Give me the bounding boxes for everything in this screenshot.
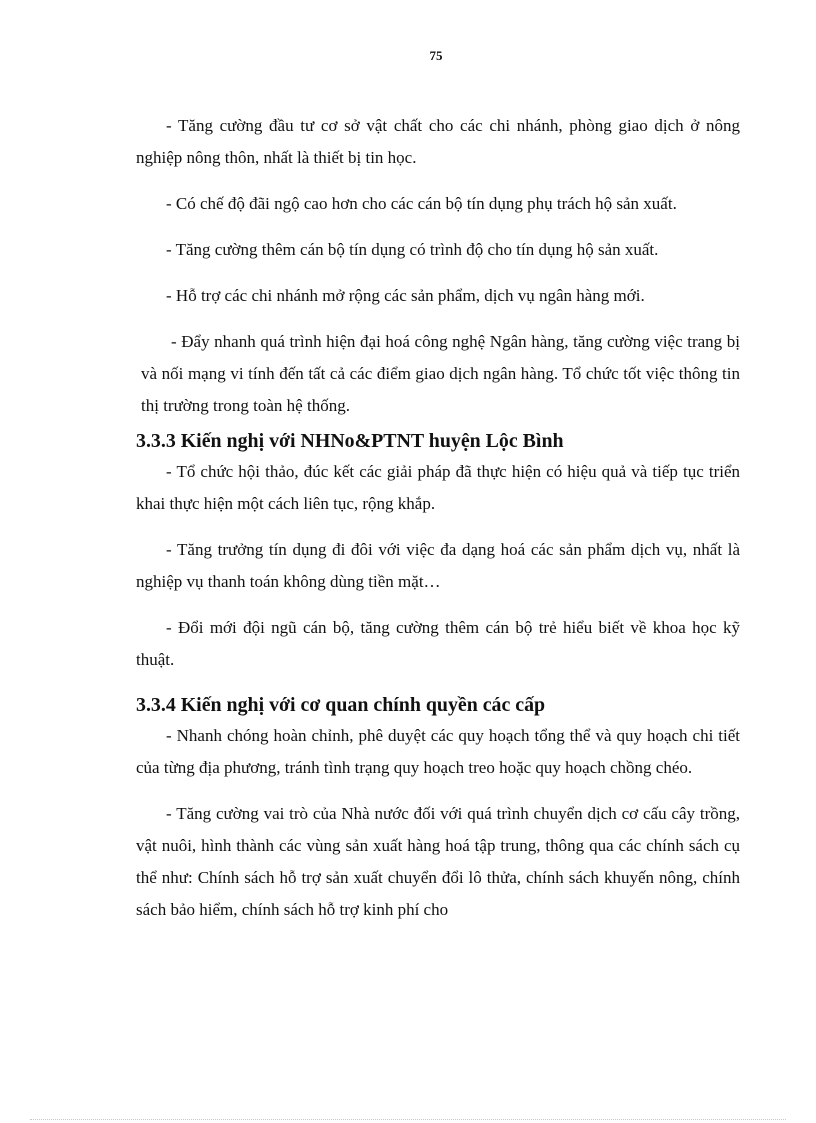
section-heading-3-3-3: 3.3.3 Kiến nghị với NHNo&PTNT huyện Lộc Bình (136, 430, 564, 452)
paragraph-staff-renewal: - Đổi mới đội ngũ cán bộ, tăng cường thêm cán bộ trẻ hiểu biết về khoa học kỹ thuật. (136, 618, 740, 669)
paragraph-modernization: - Đẩy nhanh quá trình hiện đại hoá công nghệ Ngân hàng, tăng cường việc trang bị và nối mạng vi tính đến tất cả các điểm giao dịch ngân hàng. Tổ chức tốt việc thông tin thị trường trong toàn hệ thống. (141, 332, 740, 415)
page-number: 75 (429, 48, 443, 63)
document-body (136, 110, 740, 940)
paragraph-credit-growth: - Tăng trưởng tín dụng đi đôi với việc đa dạng hoá các sản phẩm dịch vụ, nhất là nghiệp vụ thanh toán không dùng tiền mặt… (136, 540, 740, 591)
paragraph-staff-benefits: - Có chế độ đãi ngộ cao hơn cho các cán bộ tín dụng phụ trách hộ sản xuất. (166, 194, 677, 213)
page-bottom-rule (30, 1119, 786, 1120)
paragraph-infrastructure: - Tăng cường đầu tư cơ sở vật chất cho các chi nhánh, phòng giao dịch ở nông nghiệp nông thôn, nhất là thiết bị tin học. (136, 116, 740, 167)
paragraph-workshops: - Tổ chức hội thảo, đúc kết các giải pháp đã thực hiện có hiệu quả và tiếp tục triển khai thực hiện một cách liên tục, rộng khắp. (136, 462, 740, 513)
paragraph-qualified-staff: - Tăng cường thêm cán bộ tín dụng có trình độ cho tín dụng hộ sản xuất. (166, 240, 659, 259)
paragraph-new-products: - Hỗ trợ các chi nhánh mở rộng các sản phẩm, dịch vụ ngân hàng mới. (166, 286, 645, 305)
paragraph-state-role: - Tăng cường vai trò của Nhà nước đối với quá trình chuyển dịch cơ cấu cây trồng, vật nuôi, hình thành các vùng sản xuất hàng hoá tập trung, thông qua các chính sách cụ thể như: Chính sách hỗ trợ sản xuất chuyển đổi lô thửa, chính sách khuyến nông, chính sách bảo hiểm, chính sách hỗ trợ kinh phí cho (136, 804, 740, 919)
section-heading-3-3-4: 3.3.4 Kiến nghị với cơ quan chính quyền các cấp (136, 694, 546, 716)
paragraph-planning: - Nhanh chóng hoàn chỉnh, phê duyệt các quy hoạch tổng thể và quy hoạch chi tiết của từng địa phương, tránh tình trạng quy hoạch treo hoặc quy hoạch chồng chéo. (136, 726, 740, 777)
